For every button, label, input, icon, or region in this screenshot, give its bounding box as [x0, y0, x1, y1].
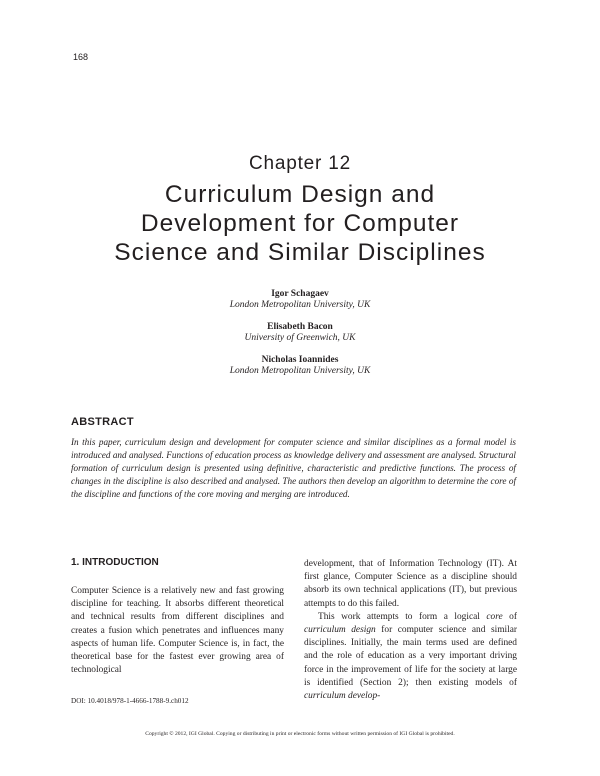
author-affiliation: London Metropolitan University, UK: [229, 300, 371, 310]
section-heading: 1. INTRODUCTION: [71, 557, 159, 568]
chapter-title-line: Development for Computer: [140, 210, 460, 237]
author-list: [0, 289, 600, 388]
copyright-notice: Copyright © 2012, IGI Global. Copying or distributing in print or electronic forms without written permission of IGI Global is prohibited.: [145, 731, 455, 737]
emphasis-text: curriculum develop-: [304, 691, 381, 702]
author-block: [0, 322, 600, 344]
doi: DOI: 10.4018/978-1-4666-1788-9.ch012: [71, 697, 189, 705]
right-column: [304, 558, 517, 703]
chapter-title: [0, 180, 600, 267]
author-name: Igor Schagaev: [271, 289, 329, 299]
author-affiliation: London Metropolitan University, UK: [229, 366, 371, 376]
body-paragraph: Computer Science is a relatively new and fast growing discipline for teaching. It absorbs different theoretical and technical results from different disciplines and creates a fusion which penetrates and influences many aspects of human life. Computer Science is, in fact, the theoretical base for the fastest ever growing area of technological: [71, 586, 284, 676]
author-name: Elisabeth Bacon: [267, 322, 333, 332]
author-block: [0, 355, 600, 377]
author-block: [0, 289, 600, 311]
chapter-title-line: Curriculum Design and: [164, 181, 436, 208]
paragraph-text: This work attempts to form a logical: [318, 611, 487, 622]
abstract-heading: ABSTRACT: [71, 416, 134, 428]
author-affiliation: University of Greenwich, UK: [244, 333, 356, 343]
chapter-title-line: Science and Similar Disciplines: [114, 239, 486, 266]
page-number: 168: [73, 52, 89, 62]
emphasis-text: core: [486, 611, 503, 622]
abstract-text: In this paper, curriculum design and development for computer science and similar disciplines as a formal model is introduced and analysed. Functions of education process as knowledge delivery and assessment are analysed. Structural formation of curriculum design is presented using definitive, characteristic and predictive functions. The process of changes in the discipline is also described and analysed. The authors then develop an algorithm to determine the core of the discipline and functions of the core moving and merging are introduced.: [71, 437, 516, 500]
emphasis-text: curriculum design: [304, 625, 376, 636]
paragraph-text: for computer science and similar disciplines. Initially, the main terms used are defined and the role of education as a very important driving force in the improvement of life for the society at large is identified (Section 2); then existing models of: [304, 625, 517, 688]
paragraph-text: of: [502, 611, 517, 622]
chapter-label: Chapter 12: [248, 153, 351, 174]
left-column: [71, 585, 284, 677]
author-name: Nicholas Ioannides: [261, 355, 339, 365]
body-paragraph: [304, 611, 517, 703]
body-paragraph: development, that of Information Technology (IT). At first glance, Computer Science as a discipline should absorb its own technical applications (IT), but previous attempts to do this failed.: [304, 559, 517, 609]
